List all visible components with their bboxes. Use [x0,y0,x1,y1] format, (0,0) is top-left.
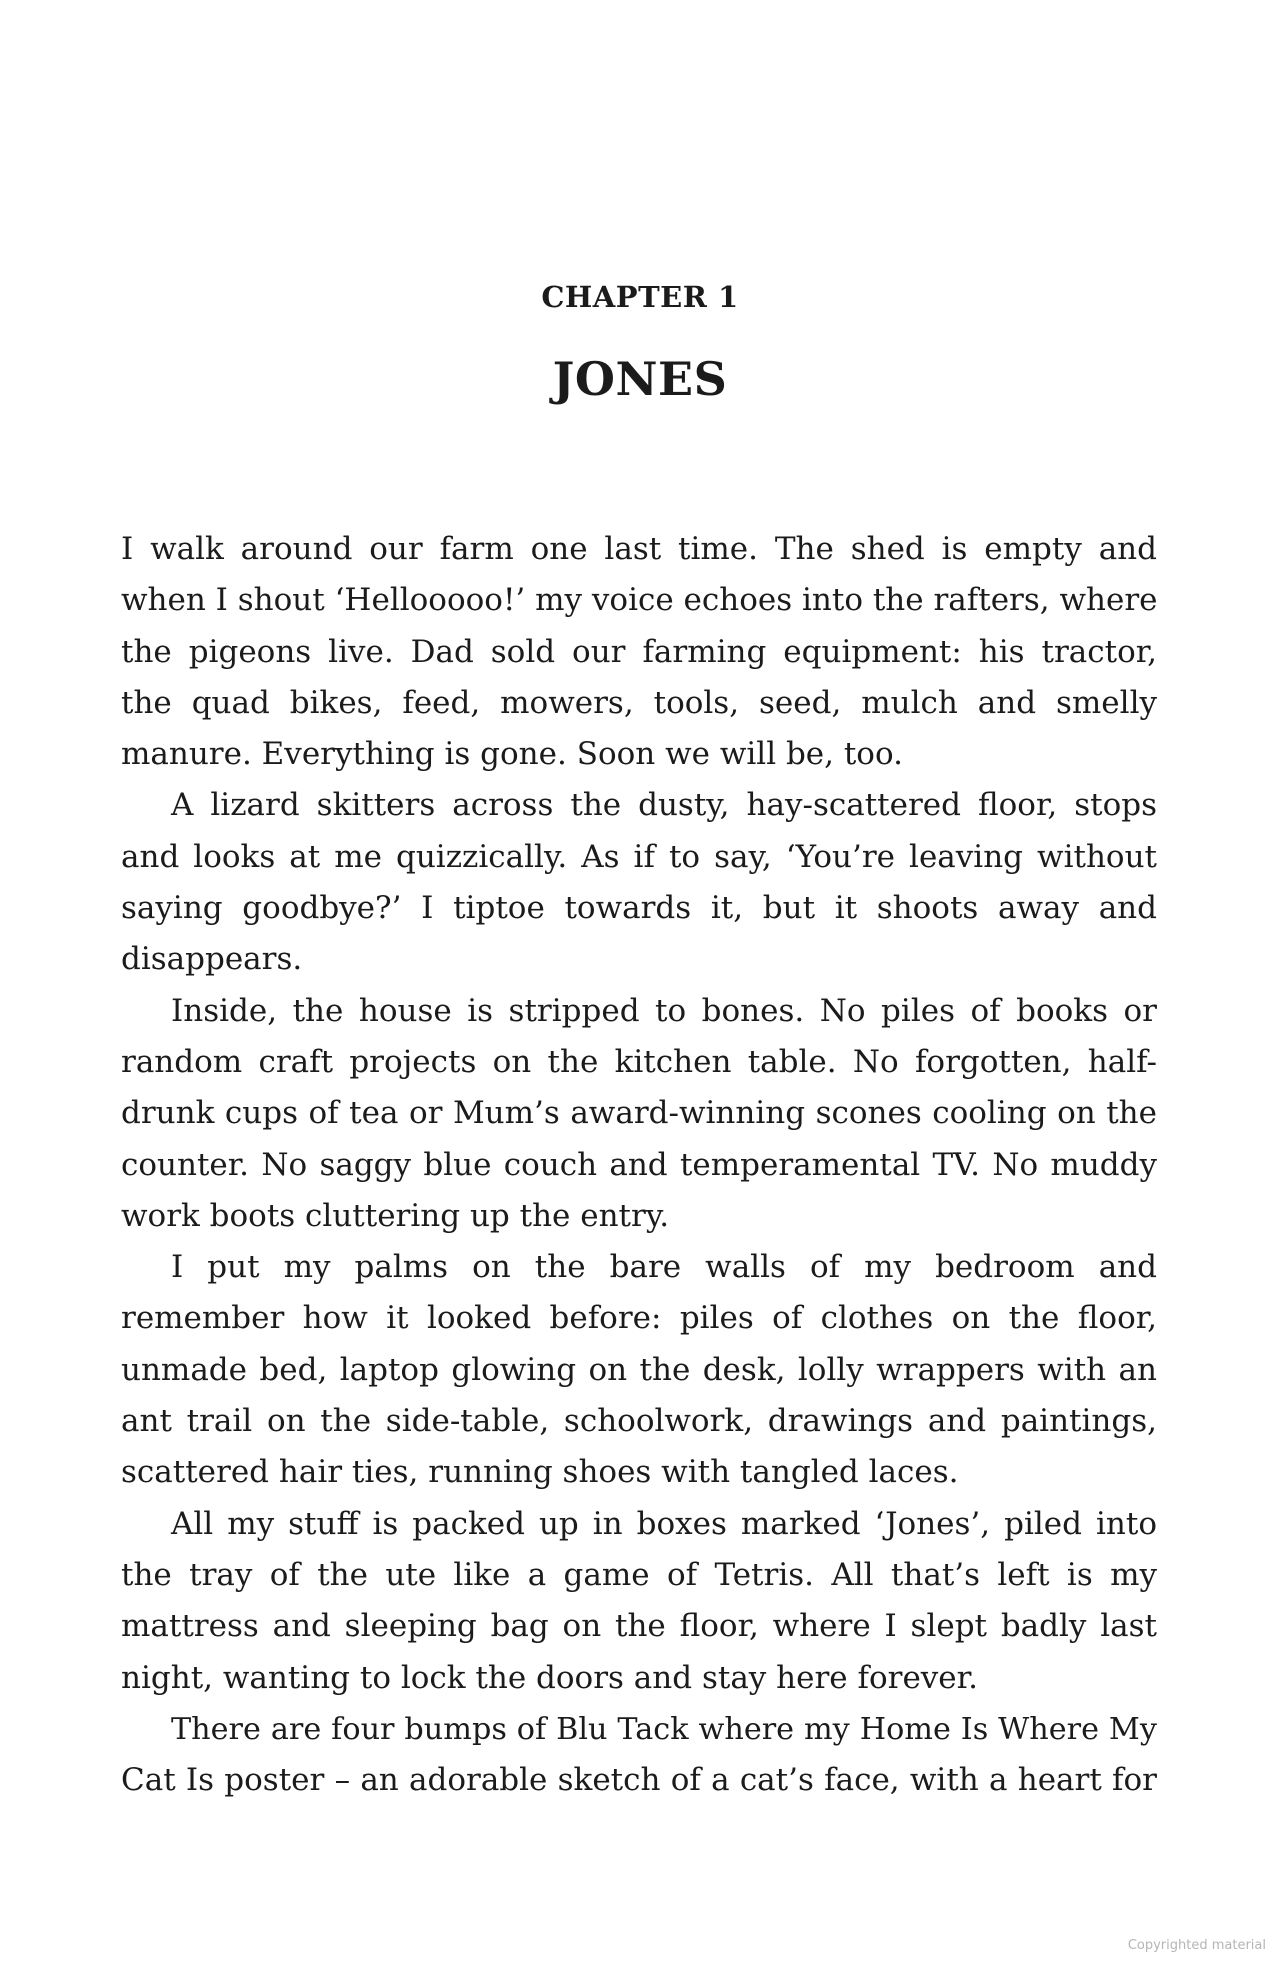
text-line: the tray of the ute like a game of Tetris. All that’s left is my [121,1556,1157,1593]
text-line: saying goodbye?’ I tiptoe towards it, but it shoots away and [121,890,1157,927]
text-line: scattered hair ties, running shoes with tangled laces. [121,1454,959,1491]
chapter-title: JONES [552,352,728,406]
text-line: mattress and sleeping bag on the floor, where I slept badly last [121,1608,1157,1645]
text-line: Inside, the house is stripped to bones. No piles of books or [171,992,1157,1029]
text-line: disappears. [121,941,303,978]
text-line: remember how it looked before: piles of clothes on the floor, [121,1300,1157,1337]
text-line: I put my palms on the bare walls of my bedroom and [171,1249,1157,1286]
text-line: when I shout ‘Hellooooo!’ my voice echoes into the rafters, where [121,582,1158,619]
text-line: I walk around our farm one last time. The shed is empty and [121,531,1157,567]
text-line: random craft projects on the kitchen table. No forgotten, half- [121,1043,1157,1080]
text-line: ant trail on the side-table, schoolwork, drawings and paintings, [121,1403,1157,1440]
text-line: work boots cluttering up the entry. [121,1197,670,1234]
text-line: There are four bumps of Blu Tack where my Home Is Where My [171,1711,1157,1747]
text-line: All my stuff is packed up in boxes marked ‘Jones’, piled into [171,1505,1157,1542]
text-line: counter. No saggy blue couch and temperamental TV. No muddy [121,1146,1157,1183]
chapter-label: CHAPTER 1 [541,280,739,314]
text-line: Cat Is poster – an adorable sketch of a cat’s face, with a heart for [121,1762,1157,1799]
text-line: manure. Everything is gone. Soon we will be, too. [121,736,903,773]
text-line: A lizard skitters across the dusty, hay-scattered floor, stops [171,787,1157,824]
text-line: and looks at me quizzically. As if to say, ‘You’re leaving without [121,838,1157,875]
text-line: drunk cups of tea or Mum’s award-winning scones cooling on the [121,1095,1157,1132]
chapter-body-text [121,524,1157,1806]
text-line: the pigeons live. Dad sold our farming equipment: his tractor, [121,633,1157,670]
copyright-notice: Copyrighted material [1127,1938,1266,1953]
text-line: unmade bed, laptop glowing on the desk, lolly wrappers with an [121,1351,1157,1388]
text-line: the quad bikes, feed, mowers, tools, seed, mulch and smelly [121,684,1157,721]
text-line: night, wanting to lock the doors and stay here forever. [121,1659,978,1696]
